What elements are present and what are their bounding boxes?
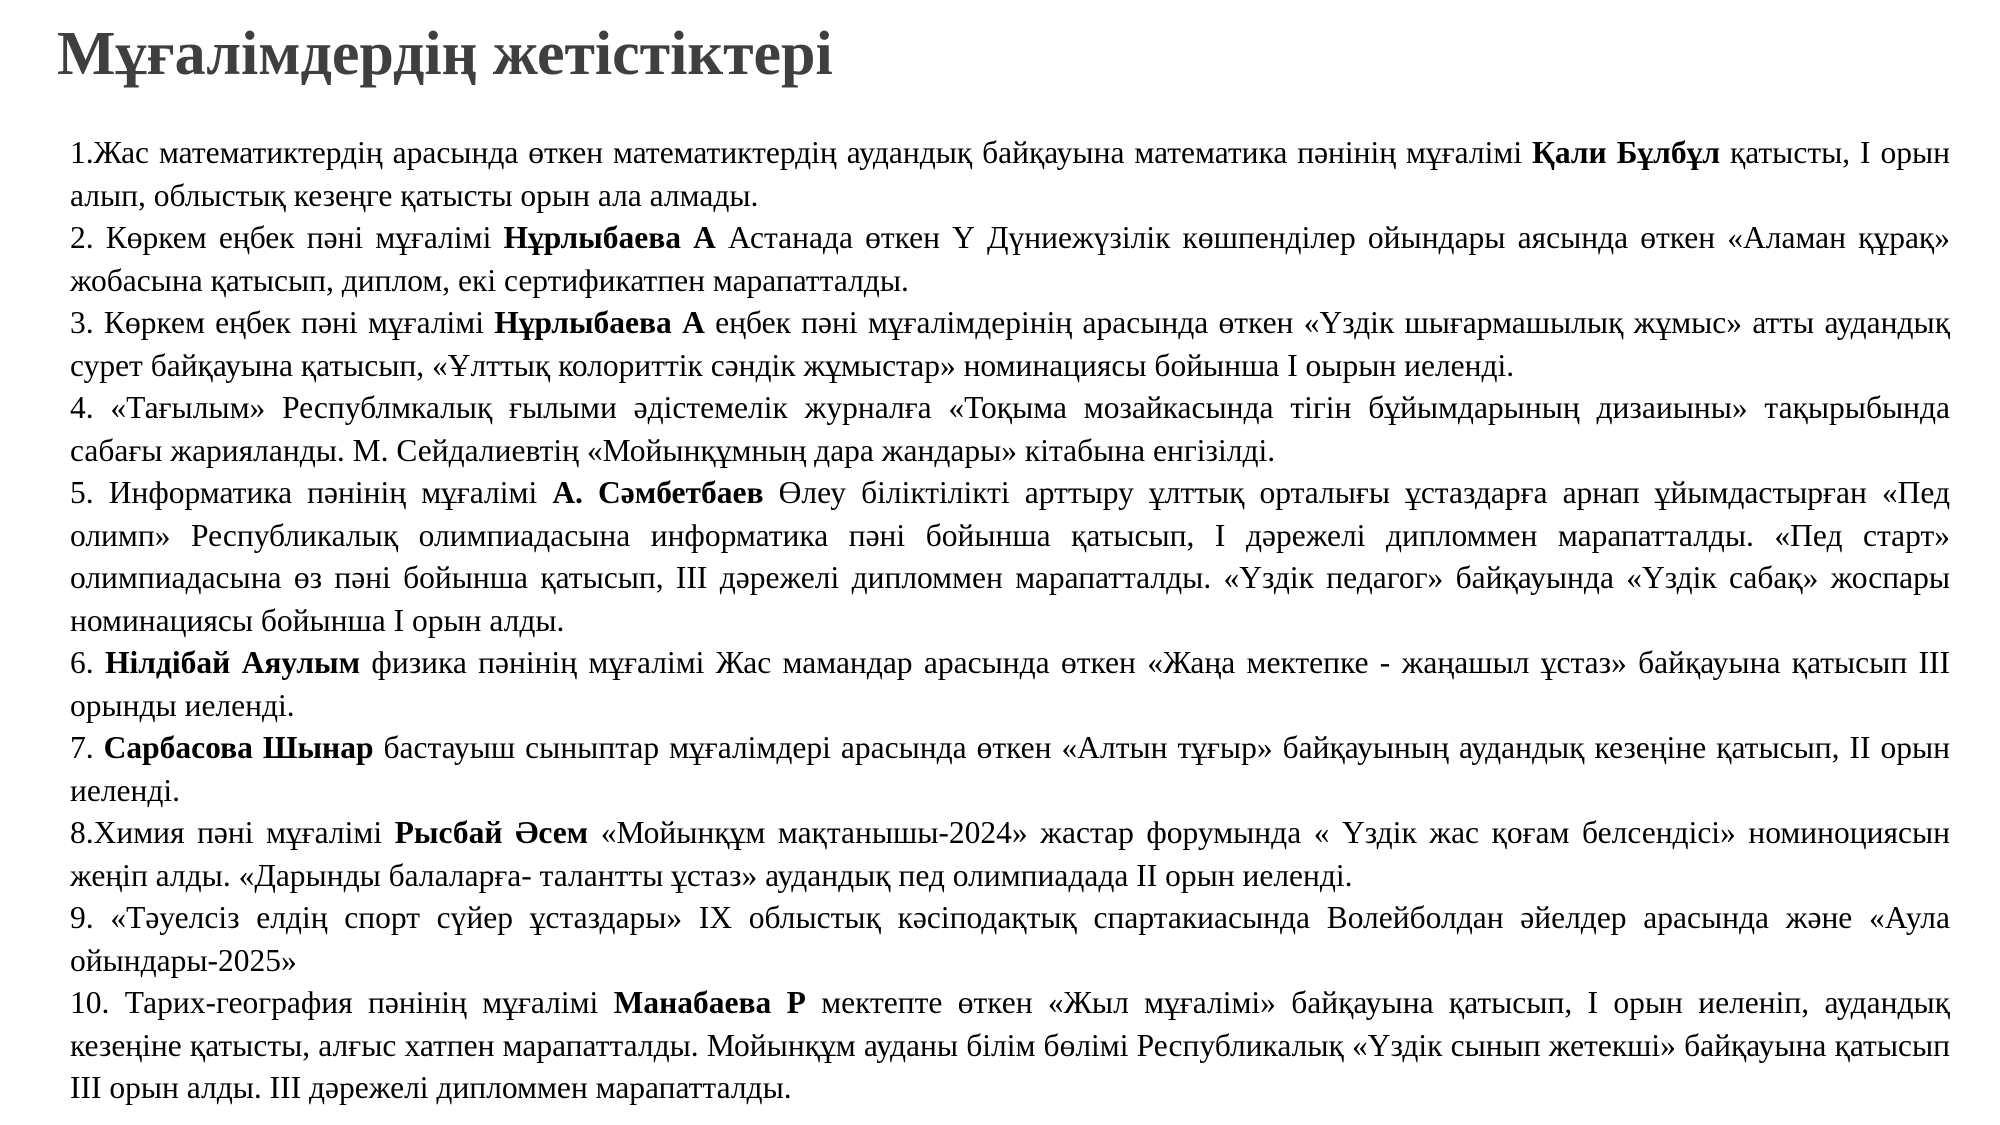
achievement-text: физика пәнінің мұғалімі Жас мамандар арасында өткен «Жаңа мектепке - жаңашыл ұстаз» байқауына қатысып III орынды иеленді. — [70, 645, 1951, 723]
teacher-name: Рысбай Әсем — [394, 815, 589, 850]
achievement-text: 2. Көркем еңбек пәні мұғалімі — [70, 220, 504, 255]
achievement-text: 10. Тарих-география пәнінің мұғалімі — [70, 985, 614, 1020]
achievement-text: бастауыш сыныптар мұғалімдері арасында өткен «Алтын тұғыр» байқауының аудандық кезеңіне қатысып, II орын иеленді. — [70, 730, 1951, 808]
teacher-name: Нілдібай Аяулым — [104, 645, 361, 680]
achievement-item — [70, 982, 1950, 1110]
teacher-name: А. Сәмбетбаев — [552, 475, 764, 510]
achievement-text: 5. Информатика пәнінің мұғалімі — [70, 475, 553, 510]
achievement-text: 1.Жас математиктердің арасында өткен математиктердің аудандық байқауына математика пәнінің мұғалімі — [70, 135, 1532, 170]
achievement-text: 8.Химия пәні мұғалімі — [70, 815, 395, 850]
achievement-text: мектепте өткен «Жыл мұғалімі» байқауына қатысып, I орын иеленіп, аудандық кезеңіне қатысты, алғыс хатпен марапатталды. Мойынқұм ауданы білім бөлімі Республикалық «Үздік сынып жетекші» байқауына қатысып III орын алды. III дәрежелі дипломмен марапатталды. — [70, 985, 1950, 1105]
page-title: Мұғалімдердің жетістіктері — [57, 20, 833, 88]
achievement-text: Астанада өткен Ү Дүниежүзілік көшпенділер ойындары аясында өткен «Аламан құрақ» жобасына қатысып, диплом, екі сертификатпен марапатталды. — [70, 220, 1950, 298]
teacher-name: Нұрлыбаева А — [494, 305, 705, 340]
achievement-text: 3. Көркем еңбек пәні мұғалімі — [70, 305, 495, 340]
achievement-item — [70, 387, 1950, 472]
achievement-item — [70, 302, 1950, 387]
achievement-text: 7. — [70, 730, 104, 765]
teacher-name: Сарбасова Шынар — [103, 730, 374, 765]
teacher-name: Қали Бұлбұл — [1532, 135, 1721, 170]
achievement-item — [70, 727, 1950, 812]
achievement-text: қатысты, I орын алып, облыстық кезеңге қатысты орын ала алмады. — [70, 135, 1950, 213]
teacher-name: Нұрлыбаева А — [503, 220, 716, 255]
achievement-text: Өлеу біліктілікті арттыру ұлттық орталығы ұстаздарға арнап ұйымдастырған «Пед олимп» Республикалық олимпиадасына информатика пәні бойынша қатысып, I дәрежелі дипломмен марапатталды. «Пед старт» олимпиадасына өз пәні бойынша қатысып, III дәрежелі дипломмен марапатталды. «Үздік педагог» байқауында «Үздік сабақ» жоспары номинациясы бойынша I орын алды. — [70, 475, 1951, 638]
achievement-text: «Мойынқұм мақтанышы-2024» жастар форумында « Үздік жас қоғам белсендісі» номиноциясын жеңіп алды. «Дарынды балаларға- талантты ұстаз» аудандық пед олимпиадада II орын иеленді. — [70, 815, 1950, 893]
achievement-item — [70, 812, 1950, 897]
achievement-text: 4. «Тағылым» Республмкалық ғылыми әдістемелік журналға «Тоқыма мозайкасында тігін бұйымдарының дизаиыны» тақырыбында сабағы жарияланды. М. Сейдалиевтің «Мойынқұмның дара жандары» кітабына енгізілді. — [70, 390, 1950, 468]
achievement-item — [70, 217, 1950, 302]
achievements-list — [70, 132, 1950, 1110]
achievement-item — [70, 897, 1950, 982]
achievement-item — [70, 472, 1950, 642]
achievement-item — [70, 642, 1950, 727]
achievement-text: 9. «Тәуелсіз елдің спорт сүйер ұстаздары» IX облыстық кәсіподақтық спартакиасында Волейболдан әйелдер арасында және «Аула ойындары-2025» — [70, 900, 1950, 978]
teacher-name: Манабаева Р — [613, 985, 806, 1020]
achievement-item — [70, 132, 1950, 217]
achievement-text: 6. — [70, 645, 105, 680]
achievement-text: еңбек пәні мұғалімдерінің арасында өткен «Үздік шығармашылық жұмыс» атты аудандық сурет байқауына қатысып, «Ұлттық колориттік сәндік жұмыстар» номинациясы бойынша I оырын иеленді. — [70, 305, 1950, 383]
